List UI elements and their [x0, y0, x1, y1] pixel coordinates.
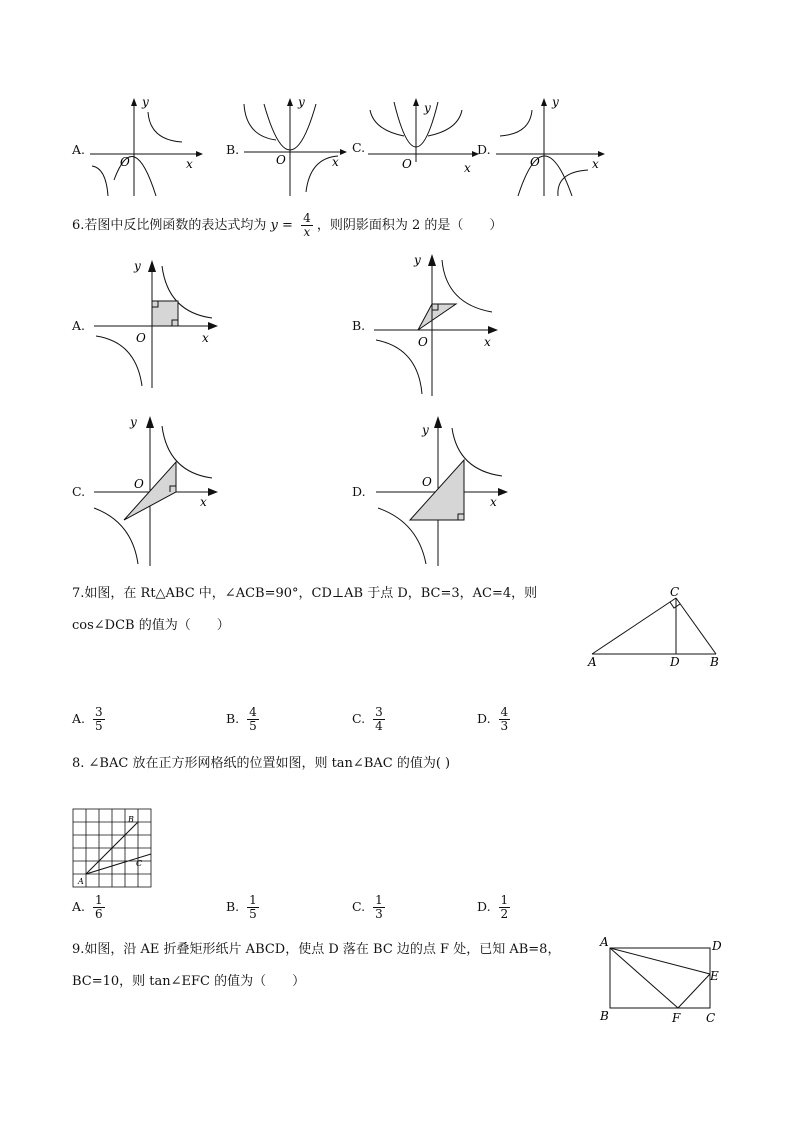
q6-function-numerator: 4	[303, 211, 311, 225]
q6-option-c-graph	[90, 412, 220, 568]
q7-option-b-den: 5	[249, 719, 257, 733]
q5-option-c-graph	[364, 96, 482, 178]
q8-option-d-den: 2	[500, 907, 509, 921]
q8-option-a-num: 1	[95, 893, 103, 907]
q7-option-d-fraction	[499, 706, 511, 733]
q9-label-f: F	[672, 1011, 681, 1025]
q8-option-b	[226, 894, 259, 921]
q9-label-b: B	[600, 1009, 609, 1023]
q8-label-c: C	[136, 859, 143, 868]
q9-label-c: C	[706, 1011, 716, 1025]
q7-option-c-letter: C.	[352, 711, 366, 726]
q6-option-c-letter: C.	[72, 484, 86, 499]
q5-d-origin-label: O	[530, 155, 540, 169]
q7-option-c	[352, 706, 385, 733]
q6-d-x-label: x	[490, 495, 497, 509]
q6-function-lhs: y =	[270, 218, 293, 233]
q6-c-y-label: y	[130, 415, 137, 429]
q9-figure	[596, 934, 728, 1026]
q6-option-a-letter: A.	[72, 318, 86, 333]
q5-a-y-label: y	[142, 95, 149, 109]
q9-label-a: A	[600, 935, 609, 949]
q7-option-d-num: 4	[500, 705, 509, 719]
q6-option-b-graph	[370, 250, 500, 398]
q5-a-x-label: x	[186, 157, 193, 171]
q7-option-b	[226, 706, 259, 733]
q8-option-d	[477, 894, 510, 921]
q8-label-a: A	[78, 877, 84, 886]
q7-label-c: C	[670, 585, 680, 599]
q7-figure	[584, 584, 724, 670]
q6-function-fraction	[301, 212, 313, 239]
q5-option-a-letter: A.	[72, 142, 86, 157]
q8-option-b-num: 1	[249, 893, 257, 907]
q8-grid-figure	[72, 808, 154, 890]
q8-option-c-num: 1	[375, 893, 383, 907]
q6-b-x-label: x	[484, 335, 491, 349]
q5-c-x-label: x	[464, 161, 471, 175]
q8-option-a-letter: A.	[72, 899, 86, 914]
q9-label-d: D	[712, 939, 722, 953]
q7-stem-line1: 7.如图，在 Rt△ABC 中，∠ACB=90°，CD⊥AB 于点 D，BC=3，AC=4，则	[72, 586, 538, 601]
q8-option-b-den: 5	[249, 907, 257, 921]
q7-option-d	[477, 706, 510, 733]
q6-function-denominator: x	[303, 225, 311, 239]
q6-option-a-graph	[90, 256, 220, 392]
q6-d-y-label: y	[422, 423, 429, 437]
q7-label-d: D	[670, 655, 680, 669]
q8-option-b-letter: B.	[226, 899, 240, 914]
q5-d-y-label: y	[552, 95, 559, 109]
q7-option-a	[72, 706, 105, 733]
q7-option-c-den: 4	[375, 719, 383, 733]
q6-stem	[72, 212, 502, 239]
q5-b-x-label: x	[332, 155, 339, 169]
q6-stem-prefix: 6.若图中反比例函数的表达式均为	[72, 218, 267, 233]
q6-d-origin-label: O	[422, 475, 432, 489]
q8-option-a-fraction	[93, 894, 105, 921]
q7-option-b-num: 4	[249, 705, 257, 719]
q5-c-origin-label: O	[402, 157, 412, 171]
q6-option-d-graph	[372, 412, 512, 572]
q7-option-a-num: 3	[95, 705, 103, 719]
q7-option-a-den: 5	[95, 719, 103, 733]
q7-option-a-fraction	[93, 706, 105, 733]
q8-option-d-num: 1	[500, 893, 509, 907]
q5-b-y-label: y	[298, 95, 305, 109]
q7-option-c-fraction	[373, 706, 385, 733]
q7-option-c-num: 3	[375, 705, 383, 719]
q8-stem: 8. ∠BAC 放在正方形网格纸的位置如图，则 tan∠BAC 的值为( )	[72, 756, 451, 771]
q7-option-b-letter: B.	[226, 711, 240, 726]
q9-stem-line1: 9.如图，沿 AE 折叠矩形纸片 ABCD，使点 D 落在 BC 边的点 F 处，已知 AB=8，	[72, 942, 561, 957]
q5-option-b-graph	[240, 96, 352, 198]
q7-option-d-letter: D.	[477, 711, 491, 726]
q8-option-b-fraction	[247, 894, 259, 921]
q7-option-b-fraction	[247, 706, 259, 733]
q8-option-a	[72, 894, 105, 921]
q8-option-d-fraction	[499, 894, 511, 921]
q7-option-d-den: 3	[500, 719, 509, 733]
q6-c-x-label: x	[200, 495, 207, 509]
q8-label-b: B	[128, 815, 134, 824]
q6-a-y-label: y	[134, 259, 141, 273]
q7-label-b: B	[710, 655, 719, 669]
q5-option-d-letter: D.	[477, 142, 491, 157]
q9-stem-line2: BC=10，则 tan∠EFC 的值为（ ）	[72, 974, 306, 989]
q6-b-origin-label: O	[418, 335, 428, 349]
q5-d-x-label: x	[592, 157, 599, 171]
q7-option-a-letter: A.	[72, 711, 86, 726]
q5-c-y-label: y	[424, 101, 431, 115]
q5-a-origin-label: O	[120, 155, 130, 169]
q8-option-c-fraction	[373, 894, 385, 921]
q6-stem-suffix: ，则阴影面积为 2 的是（ ）	[316, 218, 503, 233]
q7-stem-line2: cos∠DCB 的值为（ ）	[72, 618, 230, 633]
q9-label-e: E	[710, 969, 719, 983]
q6-a-origin-label: O	[136, 331, 146, 345]
q6-a-x-label: x	[202, 331, 209, 345]
q5-option-b-letter: B.	[226, 142, 240, 157]
q8-option-c	[352, 894, 385, 921]
q6-b-y-label: y	[414, 253, 421, 267]
q6-option-d-letter: D.	[352, 484, 366, 499]
q7-label-a: A	[588, 655, 597, 669]
q8-option-a-den: 6	[95, 907, 103, 921]
q5-option-c-letter: C.	[352, 140, 366, 155]
q8-option-c-letter: C.	[352, 899, 366, 914]
q6-c-origin-label: O	[134, 477, 144, 491]
q5-option-d-graph	[492, 96, 610, 198]
q6-option-b-letter: B.	[352, 318, 366, 333]
q8-option-c-den: 3	[375, 907, 383, 921]
q5-b-origin-label: O	[276, 153, 286, 167]
q8-option-d-letter: D.	[477, 899, 491, 914]
q5-option-a-graph	[86, 96, 206, 198]
